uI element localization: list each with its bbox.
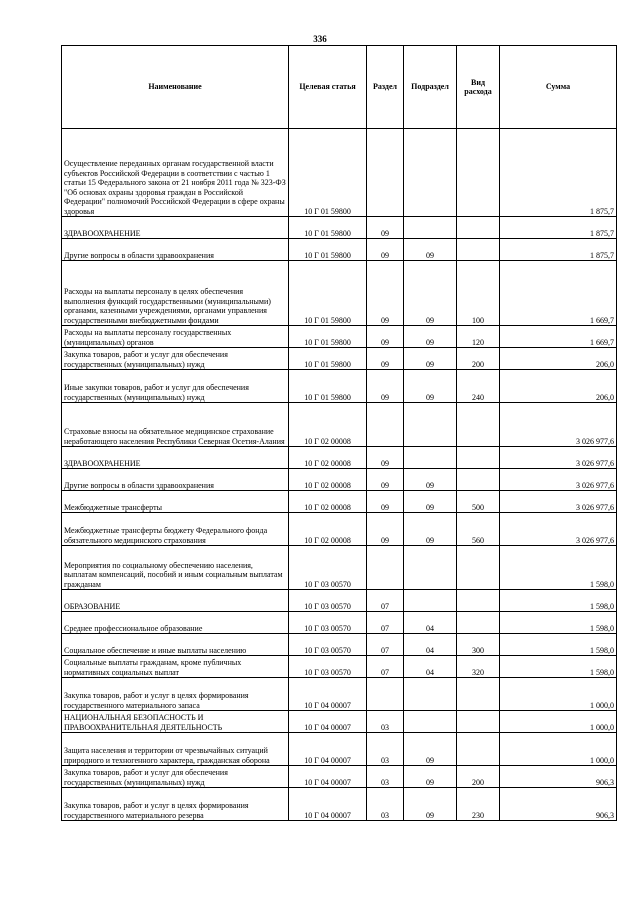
col-header-name: Наименование <box>62 46 289 129</box>
table-cell-expense-type <box>457 239 500 261</box>
table-cell-sum: 3 026 977,6 <box>500 491 617 513</box>
table-cell-expense-type: 120 <box>457 326 500 348</box>
table-row <box>62 590 617 612</box>
table-row <box>62 513 617 546</box>
table-cell-expense-type: 560 <box>457 513 500 546</box>
table-cell-section <box>367 546 404 590</box>
table-cell-target: 10 Г 02 00008 <box>289 403 367 447</box>
table-cell-expense-type <box>457 711 500 733</box>
table-row <box>62 656 617 678</box>
table-cell-target: 10 Г 01 59800 <box>289 261 367 326</box>
table-cell-target: 10 Г 04 00007 <box>289 788 367 821</box>
table-cell-target: 10 Г 04 00007 <box>289 678 367 711</box>
table-cell-name: Среднее профессиональное образование <box>62 612 289 634</box>
table-cell-expense-type <box>457 733 500 766</box>
table-cell-section: 03 <box>367 788 404 821</box>
table-cell-section: 09 <box>367 513 404 546</box>
table-cell-subsection <box>404 546 457 590</box>
table-cell-subsection: 04 <box>404 634 457 656</box>
table-cell-expense-type <box>457 590 500 612</box>
table-cell-sum: 3 026 977,6 <box>500 513 617 546</box>
table-row <box>62 261 617 326</box>
col-header-section: Раздел <box>367 46 404 129</box>
table-cell-expense-type: 320 <box>457 656 500 678</box>
table-cell-target: 10 Г 04 00007 <box>289 733 367 766</box>
table-cell-subsection <box>404 711 457 733</box>
table-cell-sum: 1 598,0 <box>500 656 617 678</box>
table-cell-subsection: 09 <box>404 326 457 348</box>
header-row <box>62 46 617 129</box>
table-cell-target: 10 Г 01 59800 <box>289 370 367 403</box>
table-cell-expense-type: 200 <box>457 766 500 788</box>
table-row <box>62 678 617 711</box>
table-cell-sum: 1 598,0 <box>500 590 617 612</box>
table-cell-sum: 206,0 <box>500 348 617 370</box>
table-cell-expense-type <box>457 217 500 239</box>
table-cell-section <box>367 403 404 447</box>
table-cell-expense-type <box>457 469 500 491</box>
table-body <box>62 129 617 821</box>
table-cell-sum: 906,3 <box>500 788 617 821</box>
table-row <box>62 612 617 634</box>
table-cell-subsection: 04 <box>404 612 457 634</box>
table-cell-subsection <box>404 590 457 612</box>
table-cell-subsection <box>404 447 457 469</box>
table-cell-sum: 3 026 977,6 <box>500 469 617 491</box>
table-cell-target: 10 Г 03 00570 <box>289 590 367 612</box>
table-cell-target: 10 Г 03 00570 <box>289 546 367 590</box>
table-cell-name: Закупка товаров, работ и услуг для обеспечения государственных (муниципальных) нужд <box>62 348 289 370</box>
table-cell-subsection: 09 <box>404 370 457 403</box>
table-cell-expense-type: 100 <box>457 261 500 326</box>
table-cell-expense-type: 200 <box>457 348 500 370</box>
table-cell-sum: 1 000,0 <box>500 711 617 733</box>
table-cell-name: Мероприятия по социальному обеспечению населения, выплатам компенсаций, пособий и иным социальным выплатам гражданам <box>62 546 289 590</box>
table-cell-name: Осуществление переданных органам государственной власти субъектов Российской Федерации в соответствии с частью 1 статьи 15 Федерального закона от 21 ноября 2011 года № 323-ФЗ "Об основах охраны здоровья граждан в Российской Федерации" полномочий Российской Федерации в сфере охраны здоровья <box>62 129 289 217</box>
table-cell-name: НАЦИОНАЛЬНАЯ БЕЗОПАСНОСТЬ И ПРАВООХРАНИТЕЛЬНАЯ ДЕЯТЕЛЬНОСТЬ <box>62 711 289 733</box>
table-cell-target: 10 Г 01 59800 <box>289 217 367 239</box>
table-cell-section: 07 <box>367 612 404 634</box>
table-cell-subsection: 09 <box>404 733 457 766</box>
page-number: 336 <box>313 34 327 44</box>
table-cell-subsection: 09 <box>404 766 457 788</box>
table-row <box>62 766 617 788</box>
table-cell-subsection <box>404 678 457 711</box>
table-cell-target: 10 Г 01 59800 <box>289 129 367 217</box>
table-cell-sum: 906,3 <box>500 766 617 788</box>
table-cell-section: 09 <box>367 370 404 403</box>
table-cell-section: 09 <box>367 447 404 469</box>
table-cell-sum: 206,0 <box>500 370 617 403</box>
table-cell-target: 10 Г 01 59800 <box>289 326 367 348</box>
table-cell-name: Иные закупки товаров, работ и услуг для обеспечения государственных (муниципальных) нужд <box>62 370 289 403</box>
table-row <box>62 733 617 766</box>
table-row <box>62 370 617 403</box>
table-row <box>62 129 617 217</box>
table-row <box>62 546 617 590</box>
table-cell-section: 07 <box>367 634 404 656</box>
table-row <box>62 788 617 821</box>
table-cell-subsection: 04 <box>404 656 457 678</box>
table-cell-section <box>367 678 404 711</box>
table-row <box>62 469 617 491</box>
table-cell-sum: 1 875,7 <box>500 217 617 239</box>
table-row <box>62 447 617 469</box>
table-cell-target: 10 Г 01 59800 <box>289 348 367 370</box>
table-cell-sum: 1 598,0 <box>500 546 617 590</box>
table-cell-sum: 1 598,0 <box>500 612 617 634</box>
table-cell-expense-type: 240 <box>457 370 500 403</box>
table-cell-expense-type <box>457 678 500 711</box>
table-cell-section: 09 <box>367 348 404 370</box>
table-cell-name: Страховые взносы на обязательное медицинское страхование неработающего населения Республики Северная Осетия-Алания <box>62 403 289 447</box>
table-cell-section: 09 <box>367 491 404 513</box>
table-row <box>62 348 617 370</box>
table-cell-name: Другие вопросы в области здравоохранения <box>62 469 289 491</box>
table-cell-target: 10 Г 04 00007 <box>289 766 367 788</box>
table-cell-expense-type: 230 <box>457 788 500 821</box>
table-cell-subsection: 09 <box>404 513 457 546</box>
table-row <box>62 491 617 513</box>
table-cell-target: 10 Г 03 00570 <box>289 634 367 656</box>
table-cell-subsection: 09 <box>404 788 457 821</box>
table-cell-name: Социальные выплаты гражданам, кроме публичных нормативных социальных выплат <box>62 656 289 678</box>
table-cell-subsection <box>404 217 457 239</box>
table-cell-sum: 3 026 977,6 <box>500 403 617 447</box>
table-cell-name: Расходы на выплаты персоналу в целях обеспечения выполнения функций государственными (муниципальными) органами, казенными учреждениями, органами управления государственными внебюджетными фондами <box>62 261 289 326</box>
table-cell-section <box>367 129 404 217</box>
table-cell-section: 09 <box>367 239 404 261</box>
table-row <box>62 217 617 239</box>
table-cell-name: Закупка товаров, работ и услуг в целях формирования государственного материального резерва <box>62 788 289 821</box>
table-cell-sum: 1 669,7 <box>500 326 617 348</box>
table-cell-sum: 1 000,0 <box>500 678 617 711</box>
table-cell-expense-type <box>457 447 500 469</box>
table-cell-target: 10 Г 01 59800 <box>289 239 367 261</box>
table-cell-section: 09 <box>367 261 404 326</box>
table-cell-target: 10 Г 02 00008 <box>289 491 367 513</box>
table-cell-sum: 1 875,7 <box>500 129 617 217</box>
table-cell-target: 10 Г 03 00570 <box>289 612 367 634</box>
table-cell-name: Расходы на выплаты персоналу государственных (муниципальных) органов <box>62 326 289 348</box>
col-header-expense-type: Вид расхода <box>457 46 500 129</box>
table-cell-name: Защита населения и территории от чрезвычайных ситуаций природного и техногенного характера, гражданская оборона <box>62 733 289 766</box>
table-cell-subsection: 09 <box>404 491 457 513</box>
table-cell-section: 03 <box>367 733 404 766</box>
table-cell-section: 09 <box>367 217 404 239</box>
table-cell-expense-type: 300 <box>457 634 500 656</box>
table-cell-section: 03 <box>367 711 404 733</box>
table-cell-sum: 1 669,7 <box>500 261 617 326</box>
table-cell-sum: 3 026 977,6 <box>500 447 617 469</box>
table-cell-subsection: 09 <box>404 261 457 326</box>
table-cell-section: 07 <box>367 656 404 678</box>
table-cell-subsection <box>404 129 457 217</box>
table-cell-name: Межбюджетные трансферты бюджету Федерального фонда обязательного медицинского страхования <box>62 513 289 546</box>
table-row <box>62 403 617 447</box>
table-cell-section: 09 <box>367 326 404 348</box>
col-header-target: Целевая статья <box>289 46 367 129</box>
table-cell-expense-type <box>457 546 500 590</box>
table-cell-name: Другие вопросы в области здравоохранения <box>62 239 289 261</box>
table-cell-target: 10 Г 02 00008 <box>289 513 367 546</box>
table-cell-name: Закупка товаров, работ и услуг в целях формирования государственного материального запаса <box>62 678 289 711</box>
table-cell-expense-type <box>457 612 500 634</box>
table-cell-name: Социальное обеспечение и иные выплаты населению <box>62 634 289 656</box>
table-cell-subsection: 09 <box>404 348 457 370</box>
table-row <box>62 634 617 656</box>
table-row <box>62 711 617 733</box>
col-header-sum: Сумма <box>500 46 617 129</box>
table-cell-target: 10 Г 04 00007 <box>289 711 367 733</box>
table-cell-expense-type: 500 <box>457 491 500 513</box>
table-cell-target: 10 Г 02 00008 <box>289 447 367 469</box>
table-cell-section: 03 <box>367 766 404 788</box>
table-cell-sum: 1 875,7 <box>500 239 617 261</box>
table-cell-subsection: 09 <box>404 239 457 261</box>
table-row <box>62 326 617 348</box>
table-cell-target: 10 Г 02 00008 <box>289 469 367 491</box>
table-cell-name: Закупка товаров, работ и услуг для обеспечения государственных (муниципальных) нужд <box>62 766 289 788</box>
table-cell-expense-type <box>457 129 500 217</box>
table-cell-subsection <box>404 403 457 447</box>
table-cell-section: 07 <box>367 590 404 612</box>
table-cell-name: ЗДРАВООХРАНЕНИЕ <box>62 447 289 469</box>
table-cell-subsection: 09 <box>404 469 457 491</box>
col-header-subsection: Подраздел <box>404 46 457 129</box>
table-cell-sum: 1 000,0 <box>500 733 617 766</box>
table-row <box>62 239 617 261</box>
table-cell-sum: 1 598,0 <box>500 634 617 656</box>
table-cell-expense-type <box>457 403 500 447</box>
budget-table <box>61 45 617 821</box>
table-cell-target: 10 Г 03 00570 <box>289 656 367 678</box>
table-cell-name: Межбюджетные трансферты <box>62 491 289 513</box>
table-cell-section: 09 <box>367 469 404 491</box>
table-cell-name: ОБРАЗОВАНИЕ <box>62 590 289 612</box>
table-cell-name: ЗДРАВООХРАНЕНИЕ <box>62 217 289 239</box>
